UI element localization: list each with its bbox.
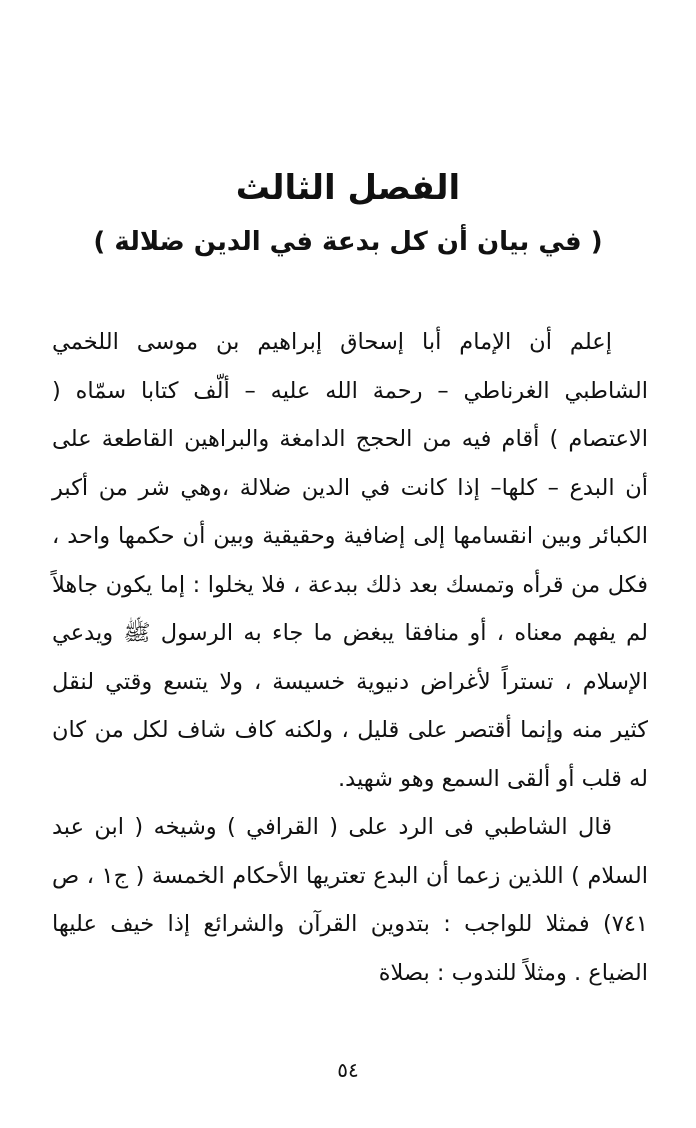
paragraph-1: إعلم أن الإمام أبا إسحاق إبراهيم بن موسى اللخمي الشاطبي الغرناطي – رحمة الله عليه – ألّف كتابا سمّاه ( الاعتصام ) أقام فيه من الحجج الدامغة والبراهين القاطعة على أن البدع – كلها– إذا كانت في الدين ضلالة ،وهي شر من أكبر الكبائر وبين انقسامها إلى إضافية وحقيقية وبين أن حكمها واحد ، فكل من قرأه وتمسك بعد ذلك ببدعة ، فلا يخلوا : إما يكون جاهلاً لم يفهم معناه ، أو منافقا يبغض ما جاء به الرسول ﷺ ويدعي الإسلام ، تستراً لأغراض دنيوية خسيسة ، ولا يتسع وقتي لنقل كثير منه وإنما أقتصر على قليل ، ولكنه كاف شاف لكل من كان له قلب أو ألقى السمع وهو شهيد. (52, 329, 648, 792)
chapter-title: الفصل الثالث (235, 168, 461, 208)
body-text (52, 318, 648, 997)
chapter-subtitle: ( في بيان أن كل بدعة في الدين ضلالة ) (93, 227, 603, 257)
page-number: ٥٤ (337, 1058, 359, 1082)
paragraph-2: قال الشاطبي فى الرد على ( القرافي ) وشيخه ( ابن عبد السلام ) اللذين زعما أن البدع تعتريها الأحكام الخمسة ( ج١ ، ص ٧٤١) فمثلا للواجب : بتدوين القرآن والشرائع إذا خيف عليها الضياع . ومثلاً للندوب : بصلاة (52, 814, 648, 986)
